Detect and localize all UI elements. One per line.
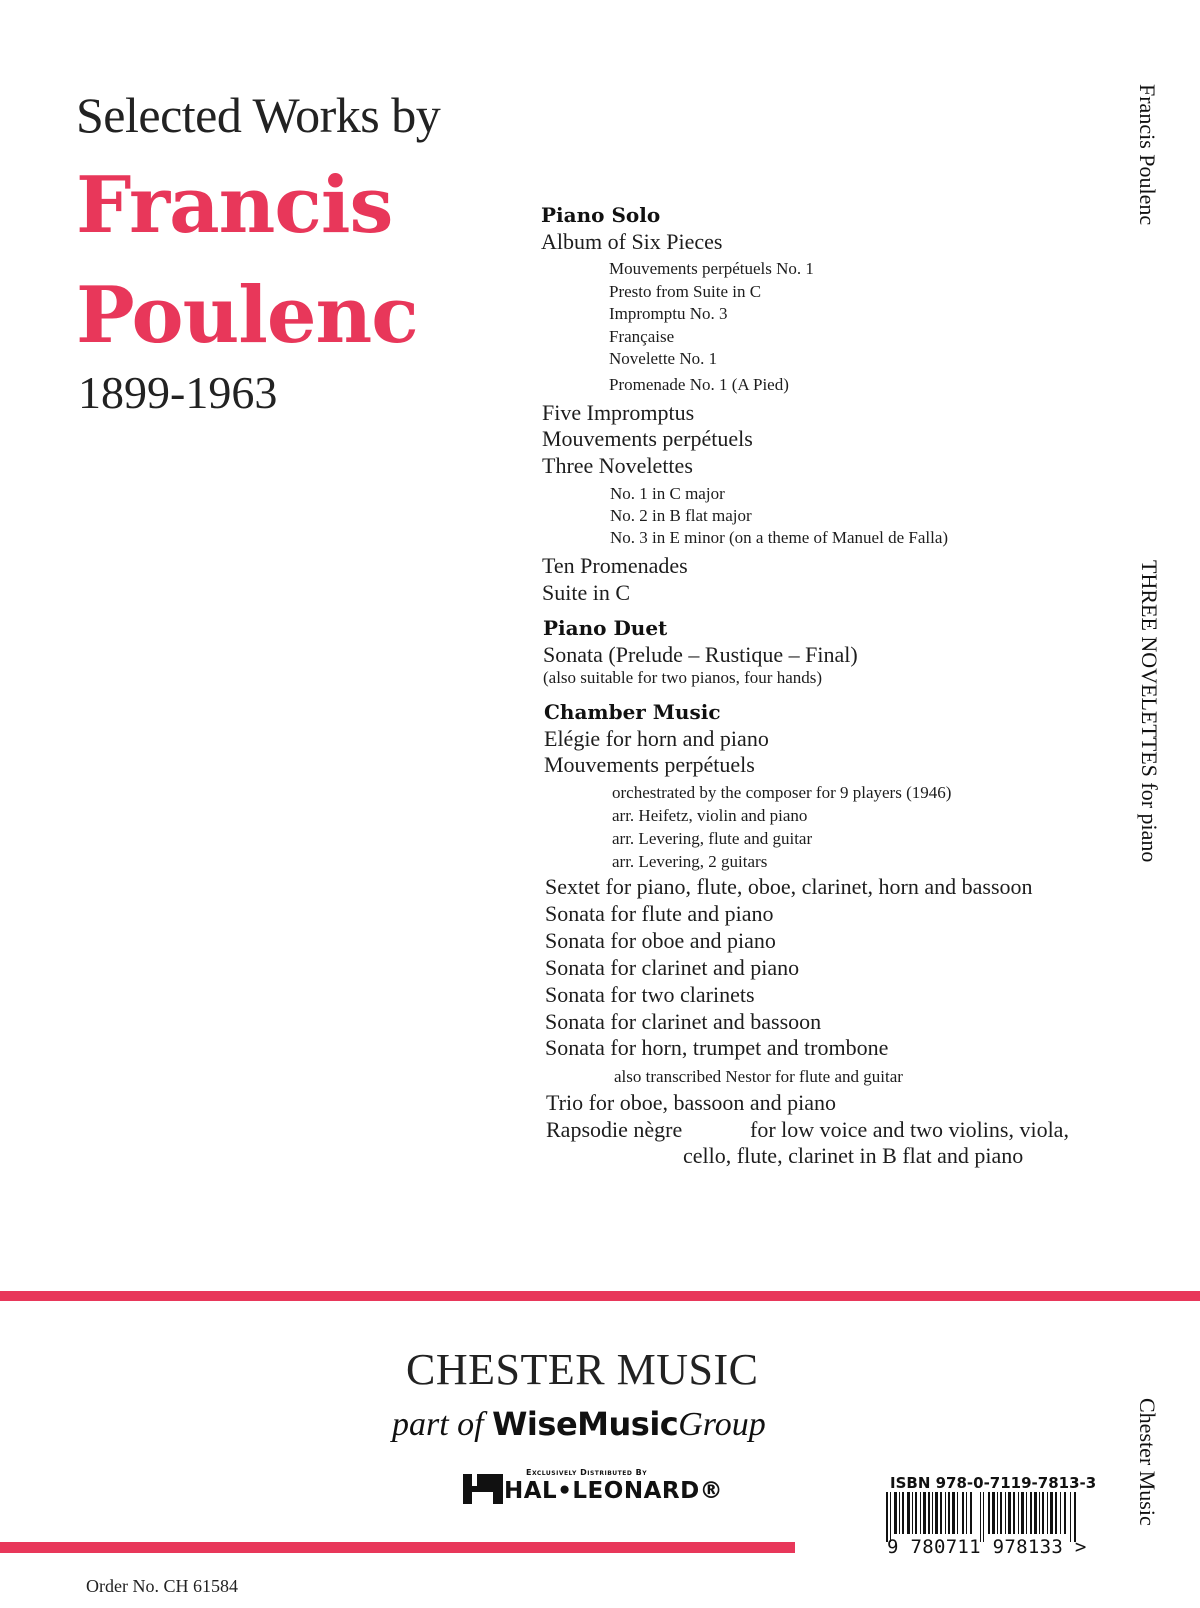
work-duet-sonata: Sonata (Prelude – Rustique – Final) [543, 642, 858, 667]
section-title-chamber-music: Chamber Music [544, 700, 721, 724]
composer-first-name: Francis [76, 160, 393, 251]
distributor-name: HAL•LEONARD® [504, 1478, 724, 1504]
accent-rule-bottom [0, 1542, 795, 1553]
album-item: Promenade No. 1 (A Pied) [609, 375, 789, 394]
group-suffix: Group [678, 1406, 766, 1443]
publisher-group-line [392, 1405, 766, 1444]
group-prefix: part of [392, 1406, 484, 1443]
album-item: Presto from Suite in C [609, 282, 762, 301]
accent-rule-top [0, 1291, 1200, 1301]
rapsodie-description: cello, flute, clarinet in B flat and piano [683, 1143, 1024, 1168]
album-item: Novelette No. 1 [609, 349, 718, 368]
spine-composer: Francis Poulenc [1135, 84, 1160, 226]
chamber-work: Sonata for oboe and piano [545, 928, 776, 953]
composer-last-name: Poulenc [76, 270, 418, 361]
rapsodie-description: for low voice and two violins, viola, [750, 1117, 1069, 1142]
barcode-digits: 9 780711 978133 > [887, 1536, 1087, 1558]
work-trio: Trio for oboe, bassoon and piano [546, 1090, 837, 1115]
barcode-icon [884, 1492, 1084, 1542]
chamber-work: Sonata for flute and piano [545, 901, 774, 926]
spine-title: THREE NOVELETTES for piano [1137, 560, 1162, 863]
isbn-label: ISBN 978-0-7119-7813-3 [890, 1474, 1097, 1492]
horn-sonata-note: also transcribed Nestor for flute and guitar [614, 1067, 903, 1086]
work-three-novelettes: Three Novelettes [542, 453, 693, 478]
mouvements-item: arr. Levering, flute and guitar [612, 829, 813, 848]
composer-dates: 1899-1963 [78, 367, 278, 418]
novelette-item: No. 3 in E minor (on a theme of Manuel de Falla) [610, 528, 949, 547]
order-number: Order No. CH 61584 [86, 1576, 238, 1596]
mouvements-item: arr. Levering, 2 guitars [612, 852, 768, 871]
section-title-piano-duet: Piano Duet [543, 616, 668, 640]
album-item: Impromptu No. 3 [609, 304, 728, 323]
work-five-impromptus: Five Impromptus [542, 400, 695, 425]
distributed-label: Exclusively Distributed By [526, 1468, 648, 1477]
novelette-item: No. 1 in C major [610, 484, 725, 503]
work-rapsodie-negre: Rapsodie nègre [546, 1117, 683, 1142]
mouvements-item: orchestrated by the composer for 9 players (1946) [612, 783, 952, 802]
chamber-work: Sonata for clarinet and bassoon [545, 1009, 822, 1034]
work-mouvements-perpetuels: Mouvements perpétuels [542, 426, 753, 451]
novelette-item: No. 2 in B flat major [610, 506, 752, 525]
chamber-work: Sonata for horn, trumpet and trombone [545, 1035, 889, 1060]
chamber-work: Sextet for piano, flute, oboe, clarinet, horn and bassoon [545, 874, 1033, 899]
publisher-name: CHESTER MUSIC [406, 1345, 759, 1394]
work-elegie: Elégie for horn and piano [544, 726, 769, 751]
hal-leonard-logo-icon [463, 1474, 503, 1504]
album-item: Mouvements perpétuels No. 1 [609, 259, 814, 278]
spine-publisher: Chester Music [1135, 1398, 1160, 1526]
section-title-piano-solo: Piano Solo [541, 203, 661, 227]
mouvements-item: arr. Heifetz, violin and piano [612, 806, 808, 825]
work-ten-promenades: Ten Promenades [542, 553, 688, 578]
work-suite-in-c: Suite in C [542, 580, 631, 605]
chamber-work: Sonata for clarinet and piano [545, 955, 800, 980]
heading-pre-title: Selected Works by [76, 87, 441, 143]
chamber-work: Sonata for two clarinets [545, 982, 755, 1007]
work-chamber-mouvements: Mouvements perpétuels [544, 752, 755, 777]
duet-sonata-note: (also suitable for two pianos, four hands) [543, 668, 823, 687]
work-album-six-pieces: Album of Six Pieces [541, 229, 723, 254]
album-item: Française [609, 327, 675, 346]
group-bold: WiseMusic [492, 1405, 679, 1443]
